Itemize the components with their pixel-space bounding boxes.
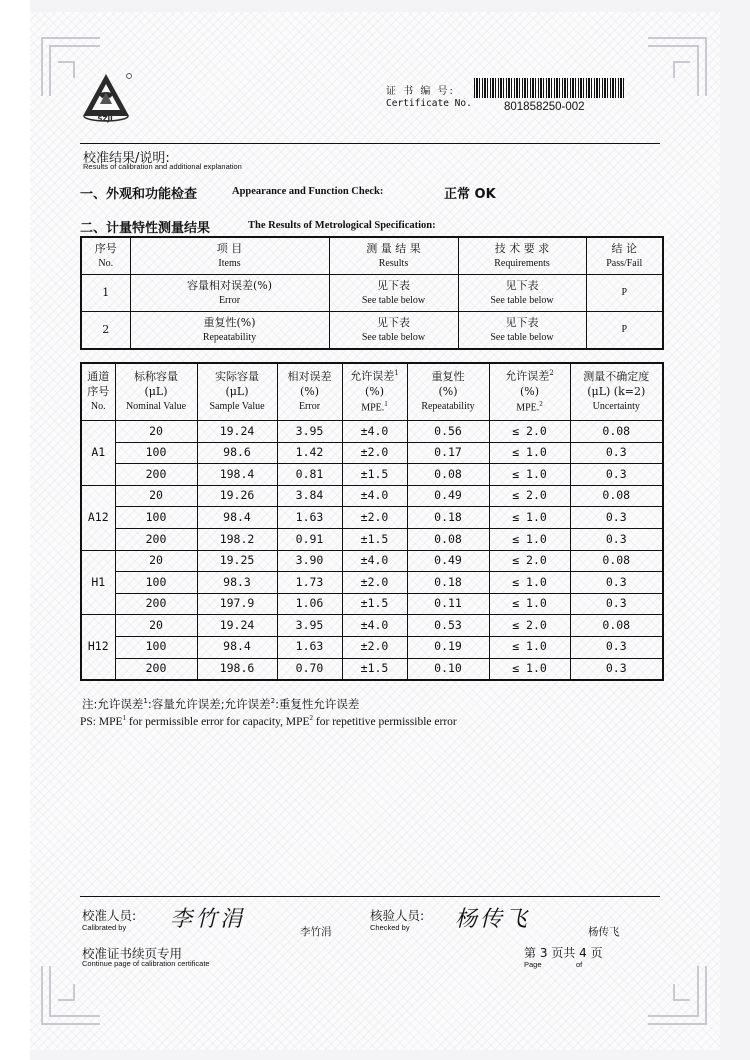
uncertainty-cell: 0.3 <box>570 572 663 594</box>
summary-cell-item: 容量相对误差(%) Error <box>130 275 329 312</box>
header-no: 序号 No. <box>81 237 130 275</box>
corner-ornament-bottom-left <box>36 960 106 1030</box>
nominal-cell: 100 <box>115 442 197 464</box>
uncertainty-cell: 0.3 <box>570 507 663 529</box>
channel-cell: H12 <box>81 615 115 680</box>
of-label-en: of <box>576 960 583 969</box>
repeatability-cell: 0.10 <box>407 658 489 680</box>
header-pass-fail: 结 论 Pass/Fail <box>586 237 663 275</box>
szjl-logo <box>80 70 132 124</box>
repeatability-cell: 0.56 <box>407 421 489 443</box>
nominal-cell: 20 <box>115 550 197 572</box>
repeatability-cell: 0.11 <box>407 593 489 615</box>
sample-cell: 197.9 <box>197 593 277 615</box>
nominal-cell: 20 <box>115 421 197 443</box>
checker-signature: 杨传飞 <box>455 907 531 932</box>
uncertainty-cell: 0.3 <box>570 464 663 486</box>
results-subtitle: Results of calibration and additional explanation <box>83 162 242 171</box>
summary-cell-pass: P <box>586 312 663 350</box>
summary-row <box>81 275 663 312</box>
mpe2-cell: ≤ 1.0 <box>489 572 570 594</box>
header-nominal: 标称容量 (μL) Nominal Value <box>115 363 197 421</box>
repeatability-cell: 0.08 <box>407 528 489 550</box>
mpe-cell: ±2.0 <box>342 442 407 464</box>
section1-title-en: Appearance and Function Check: <box>232 186 384 197</box>
sample-cell: 198.6 <box>197 658 277 680</box>
header-channel: 通道 序号 No. <box>81 363 115 421</box>
results-title: 校准结果/说明: <box>83 151 170 166</box>
uncertainty-cell: 0.3 <box>570 442 663 464</box>
summary-row <box>81 312 663 350</box>
nominal-cell: 200 <box>115 593 197 615</box>
error-cell: 1.63 <box>277 507 342 529</box>
uncertainty-cell: 0.08 <box>570 421 663 443</box>
error-cell: 1.63 <box>277 636 342 658</box>
mpe-cell: ±1.5 <box>342 593 407 615</box>
measurement-row <box>81 507 663 529</box>
measurement-header-row <box>81 363 663 421</box>
measurement-row <box>81 442 663 464</box>
checked-by-label: 核验人员: <box>370 908 425 923</box>
corner-ornament-bottom-right <box>642 960 712 1030</box>
section1-title: 一、外观和功能检查 <box>80 187 198 202</box>
repeatability-cell: 0.08 <box>407 464 489 486</box>
measurement-row <box>81 572 663 594</box>
uncertainty-cell: 0.3 <box>570 528 663 550</box>
mpe-cell: ±2.0 <box>342 636 407 658</box>
summary-table <box>80 236 664 350</box>
summary-cell-no: 2 <box>81 312 130 350</box>
mpe2-cell: ≤ 1.0 <box>489 464 570 486</box>
error-cell: 3.95 <box>277 615 342 637</box>
nominal-cell: 20 <box>115 615 197 637</box>
sample-cell: 19.24 <box>197 421 277 443</box>
measurement-row <box>81 485 663 507</box>
mpe-cell: ±1.5 <box>342 658 407 680</box>
mpe2-cell: ≤ 1.0 <box>489 658 570 680</box>
header-divider <box>80 143 660 144</box>
summary-cell-result: 见下表 See table below <box>329 275 458 312</box>
sample-cell: 19.24 <box>197 615 277 637</box>
header-error: 相对误差 (%) Error <box>277 363 342 421</box>
note-en: PS: MPE$^1$ for permissible error for capacity, MPE$^2$ for repetitive permissible error <box>80 714 457 728</box>
mpe-cell: ±2.0 <box>342 572 407 594</box>
repeatability-cell: 0.53 <box>407 615 489 637</box>
measurement-row <box>81 464 663 486</box>
header-repeatability: 重复性 (%) Repeatability <box>407 363 489 421</box>
error-cell: 3.84 <box>277 485 342 507</box>
sample-cell: 98.4 <box>197 636 277 658</box>
certificate-number-label: 证 书 编 号: <box>386 86 455 97</box>
sample-cell: 98.6 <box>197 442 277 464</box>
channel-cell: A12 <box>81 485 115 550</box>
error-cell: 1.06 <box>277 593 342 615</box>
measurement-row <box>81 528 663 550</box>
header-mpe1: 允许误差$^1$ (%) MPE.$^1$ <box>342 363 407 421</box>
page-number: 3 <box>539 946 548 960</box>
sample-cell: 198.4 <box>197 464 277 486</box>
repeatability-cell: 0.19 <box>407 636 489 658</box>
mpe2-cell: ≤ 1.0 <box>489 507 570 529</box>
header-requirements: 技 术 要 求 Requirements <box>458 237 586 275</box>
checker-name: 杨传飞 <box>588 926 620 938</box>
page-total: 4 <box>579 946 587 960</box>
header-items: 项 目 Items <box>130 237 329 275</box>
mpe-cell: ±4.0 <box>342 615 407 637</box>
logo-text: SZJL <box>97 115 115 123</box>
continue-page-label: 校准证书续页专用 <box>82 946 183 961</box>
error-cell: 3.95 <box>277 421 342 443</box>
header-uncertainty: 测量不确定度 (μL) (k=2) Uncertainty <box>570 363 663 421</box>
sample-cell: 198.2 <box>197 528 277 550</box>
mpe2-cell: ≤ 2.0 <box>489 550 570 572</box>
certificate-number-label-en: Certificate No. <box>386 98 472 109</box>
mpe-cell: ±4.0 <box>342 550 407 572</box>
error-cell: 0.70 <box>277 658 342 680</box>
measurement-table <box>80 362 664 681</box>
mpe-cell: ±4.0 <box>342 421 407 443</box>
nominal-cell: 200 <box>115 528 197 550</box>
repeatability-cell: 0.49 <box>407 485 489 507</box>
mpe2-cell: ≤ 1.0 <box>489 528 570 550</box>
uncertainty-cell: 0.08 <box>570 550 663 572</box>
measurement-row <box>81 636 663 658</box>
nominal-cell: 200 <box>115 464 197 486</box>
nominal-cell: 200 <box>115 658 197 680</box>
continue-page-label-en: Continue page of calibration certificate <box>82 959 210 968</box>
error-cell: 1.73 <box>277 572 342 594</box>
nominal-cell: 100 <box>115 572 197 594</box>
header-mpe2: 允许误差$^2$ (%) MPE.$^2$ <box>489 363 570 421</box>
checked-by-label-en: Checked by <box>370 923 410 932</box>
repeatability-cell: 0.18 <box>407 507 489 529</box>
summary-cell-requirement: 见下表 See table below <box>458 312 586 350</box>
nominal-cell: 20 <box>115 485 197 507</box>
error-cell: 0.81 <box>277 464 342 486</box>
summary-header-row <box>81 237 663 275</box>
calibrator-signature: 李竹涓 <box>170 907 246 932</box>
mpe2-cell: ≤ 1.0 <box>489 636 570 658</box>
summary-cell-pass: P <box>586 275 663 312</box>
repeatability-cell: 0.49 <box>407 550 489 572</box>
uncertainty-cell: 0.3 <box>570 593 663 615</box>
header-results: 测 量 结 果 Results <box>329 237 458 275</box>
certificate-number: 801858250-002 <box>504 101 585 113</box>
footer-divider <box>80 896 660 897</box>
sample-cell: 98.4 <box>197 507 277 529</box>
error-cell: 1.42 <box>277 442 342 464</box>
mpe2-cell: ≤ 2.0 <box>489 485 570 507</box>
uncertainty-cell: 0.3 <box>570 636 663 658</box>
mpe-cell: ±2.0 <box>342 507 407 529</box>
note-cn: 注:允许误差$^1$:容量允许误差;允许误差$^2$:重复性允许误差 <box>82 697 360 711</box>
barcode <box>474 78 624 98</box>
calibrated-by-label: 校准人员: <box>82 908 137 923</box>
calibrated-by-label-en: Calibrated by <box>82 923 127 932</box>
nominal-cell: 100 <box>115 636 197 658</box>
nominal-cell: 100 <box>115 507 197 529</box>
channel-cell: A1 <box>81 421 115 486</box>
summary-cell-no: 1 <box>81 275 130 312</box>
error-cell: 3.90 <box>277 550 342 572</box>
measurement-row <box>81 593 663 615</box>
summary-cell-item: 重复性(%) Repeatability <box>130 312 329 350</box>
sample-cell: 19.25 <box>197 550 277 572</box>
measurement-row <box>81 421 663 443</box>
mpe-cell: ±1.5 <box>342 528 407 550</box>
scan-margin <box>0 0 30 1060</box>
summary-cell-requirement: 见下表 See table below <box>458 275 586 312</box>
uncertainty-cell: 0.08 <box>570 615 663 637</box>
mpe2-cell: ≤ 2.0 <box>489 615 570 637</box>
section1-result: 正常 OK <box>444 187 496 202</box>
measurement-row <box>81 615 663 637</box>
mpe2-cell: ≤ 2.0 <box>489 421 570 443</box>
sample-cell: 19.26 <box>197 485 277 507</box>
section2-title: 二、计量特性测量结果 <box>80 221 211 236</box>
page-label-en: Page <box>524 960 542 969</box>
mpe2-cell: ≤ 1.0 <box>489 442 570 464</box>
mpe-cell: ±1.5 <box>342 464 407 486</box>
uncertainty-cell: 0.08 <box>570 485 663 507</box>
section2-title-en: The Results of Metrological Specification: <box>248 220 436 231</box>
sample-cell: 98.3 <box>197 572 277 594</box>
calibrator-name: 李竹涓 <box>300 926 332 938</box>
measurement-row <box>81 658 663 680</box>
header-sample: 实际容量 (μL) Sample Value <box>197 363 277 421</box>
mpe-cell: ±4.0 <box>342 485 407 507</box>
repeatability-cell: 0.17 <box>407 442 489 464</box>
channel-cell: H1 <box>81 550 115 615</box>
error-cell: 0.91 <box>277 528 342 550</box>
summary-cell-result: 见下表 See table below <box>329 312 458 350</box>
measurement-row <box>81 550 663 572</box>
uncertainty-cell: 0.3 <box>570 658 663 680</box>
corner-ornament-top-right <box>642 32 712 102</box>
repeatability-cell: 0.18 <box>407 572 489 594</box>
page-indicator: 第 3 页共 4 页 <box>524 946 603 960</box>
mpe2-cell: ≤ 1.0 <box>489 593 570 615</box>
